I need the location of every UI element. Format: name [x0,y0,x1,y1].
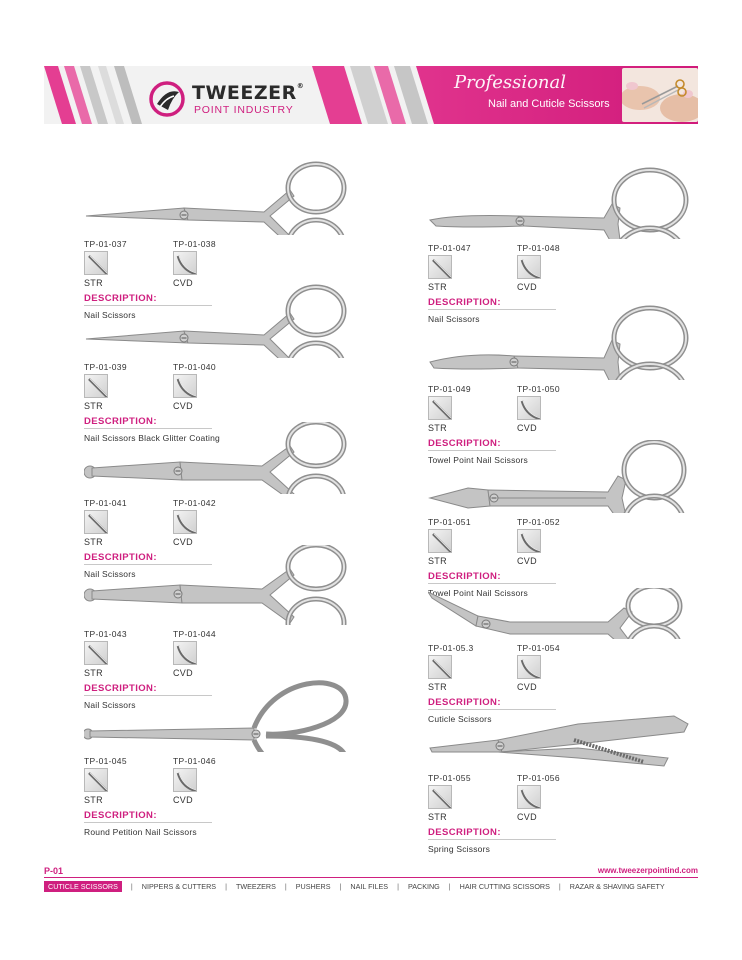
straight-blade-icon[interactable] [84,768,108,792]
description-text: Round Petition Nail Scissors [84,827,197,837]
cvd-code: TP-01-038 [173,239,216,249]
cvd-code: TP-01-046 [173,756,216,766]
str-code: TP-01-041 [84,498,127,508]
str-code: TP-01-05.3 [428,643,474,653]
banner-title: Nail and Cuticle Scissors [488,98,610,110]
product-item[interactable] [428,588,742,724]
cvd-code: TP-01-048 [517,243,560,253]
straight-blade-icon[interactable] [84,510,108,534]
str-label: STR [428,682,447,692]
nav-item-razar-shaving-safety[interactable]: RAZAR & SHAVING SAFETY [569,881,665,891]
description-text: Towel Point Nail Scissors [428,455,528,465]
description-text: Spring Scissors [428,844,491,854]
nav-item-pushers[interactable]: PUSHERS [295,881,331,891]
description-heading: DESCRIPTION: [428,571,501,582]
product-item[interactable] [428,304,742,465]
str-label: STR [84,795,103,805]
nav-item-nippers-cutters[interactable]: NIPPERS & CUTTERS [141,881,217,891]
scissors-image-icon [428,712,698,769]
nav-item-tweezers[interactable]: TWEEZERS [235,881,276,891]
cvd-label: CVD [517,423,537,433]
product-item[interactable] [84,283,414,443]
curved-blade-icon[interactable] [517,529,541,553]
curved-blade-icon[interactable] [173,768,197,792]
straight-blade-icon[interactable] [84,374,108,398]
str-code: TP-01-049 [428,384,471,394]
cvd-code: TP-01-050 [517,384,560,394]
straight-blade-icon[interactable] [84,251,108,275]
product-item[interactable] [84,160,414,320]
description-heading: DESCRIPTION: [84,416,157,427]
description-heading: DESCRIPTION: [428,297,501,308]
nav-separator: | [130,881,133,891]
description-text: Towel Point Nail Scissors [428,588,528,598]
nav-separator: | [225,881,227,891]
scissors-image-icon [428,440,698,513]
scissors-image-icon [84,545,354,625]
description-heading: DESCRIPTION: [428,438,501,449]
curved-blade-icon[interactable] [517,255,541,279]
str-label: STR [84,278,103,288]
curved-blade-icon[interactable] [173,510,197,534]
cvd-label: CVD [173,278,193,288]
scissors-image-icon [84,283,354,358]
nav-separator: | [339,881,342,891]
brand-name [192,82,304,104]
description-heading: DESCRIPTION: [84,552,157,563]
category-nav [44,880,698,892]
scissors-image-icon [428,588,698,639]
description-heading: DESCRIPTION: [428,827,501,838]
description-text: Nail Scissors [84,700,136,710]
cvd-code: TP-01-054 [517,643,560,653]
description-heading: DESCRIPTION: [84,810,157,821]
str-code: TP-01-055 [428,773,471,783]
cvd-code: TP-01-052 [517,517,560,527]
cvd-label: CVD [517,282,537,292]
brand-subtitle: POINT INDUSTRY [194,104,294,116]
banner-script-text: Professional [454,72,567,93]
footer-divider [44,877,698,878]
product-item[interactable] [428,164,742,324]
banner-photo [622,68,698,122]
cvd-label: CVD [517,556,537,566]
nav-separator: | [284,881,287,891]
registered-mark: ® [296,82,305,90]
curved-blade-icon[interactable] [173,251,197,275]
scissors-image-icon [428,164,698,239]
str-code: TP-01-039 [84,362,127,372]
scissors-image-icon [84,422,354,494]
str-label: STR [84,537,103,547]
straight-blade-icon[interactable] [428,255,452,279]
description-text: Cuticle Scissors [428,714,492,724]
website-link[interactable]: www.tweezerpointind.com [597,866,698,875]
straight-blade-icon[interactable] [428,396,452,420]
str-label: STR [428,556,447,566]
nav-item-hair-cutting-scissors[interactable]: HAIR CUTTING SCISSORS [459,881,550,891]
brand-logo[interactable] [148,80,318,118]
nav-item-cuticle-scissors[interactable]: CUTICLE SCISSORS [44,881,122,892]
product-item[interactable] [428,712,742,854]
manicure-photo-icon [622,68,698,122]
str-code: TP-01-047 [428,243,471,253]
nav-separator: | [558,881,561,891]
description-divider [428,709,556,710]
page-number: P-01 [44,866,64,876]
curved-blade-icon[interactable] [173,374,197,398]
cvd-label: CVD [173,795,193,805]
description-divider [428,839,556,840]
description-heading: DESCRIPTION: [428,697,501,708]
scissors-image-icon [84,676,354,752]
cvd-label: CVD [517,812,537,822]
cvd-label: CVD [517,682,537,692]
description-text: Nail Scissors [84,310,136,320]
str-label: STR [428,282,447,292]
str-label: STR [428,812,447,822]
straight-blade-icon[interactable] [84,641,108,665]
nav-separator: | [448,881,451,891]
straight-blade-icon[interactable] [428,655,452,679]
cvd-code: TP-01-042 [173,498,216,508]
str-code: TP-01-051 [428,517,471,527]
curved-blade-icon[interactable] [517,785,541,809]
description-text: Nail Scissors Black Glitter Coating [84,433,220,443]
nav-item-nail-files[interactable]: NAIL FILES [350,881,389,891]
banner-stripes [44,66,698,124]
str-label: STR [84,668,103,678]
curved-blade-icon[interactable] [173,641,197,665]
description-divider [84,822,212,823]
product-item[interactable] [428,440,742,598]
description-heading: DESCRIPTION: [84,293,157,304]
str-label: STR [84,401,103,411]
str-code: TP-01-037 [84,239,127,249]
scissors-image-icon [84,160,354,235]
cvd-label: CVD [173,668,193,678]
curved-blade-icon[interactable] [517,396,541,420]
brand-name-text: TWEEZER [192,82,297,104]
straight-blade-icon[interactable] [428,785,452,809]
straight-blade-icon[interactable] [428,529,452,553]
description-text: Nail Scissors [84,569,136,579]
product-item[interactable] [84,545,414,710]
cvd-code: TP-01-040 [173,362,216,372]
description-divider [428,583,556,584]
cvd-label: CVD [173,401,193,411]
tweezer-logo-icon [148,80,188,118]
scissors-image-icon [428,304,698,380]
str-code: TP-01-043 [84,629,127,639]
description-heading: DESCRIPTION: [84,683,157,694]
cvd-code: TP-01-056 [517,773,560,783]
nav-item-packing[interactable]: PACKING [407,881,440,891]
product-item[interactable] [84,422,414,579]
product-item[interactable] [84,676,414,837]
header-banner [44,66,698,124]
nav-separator: | [397,881,399,891]
cvd-code: TP-01-044 [173,629,216,639]
description-text: Nail Scissors [428,314,480,324]
str-code: TP-01-045 [84,756,127,766]
curved-blade-icon[interactable] [517,655,541,679]
str-label: STR [428,423,447,433]
cvd-label: CVD [173,537,193,547]
